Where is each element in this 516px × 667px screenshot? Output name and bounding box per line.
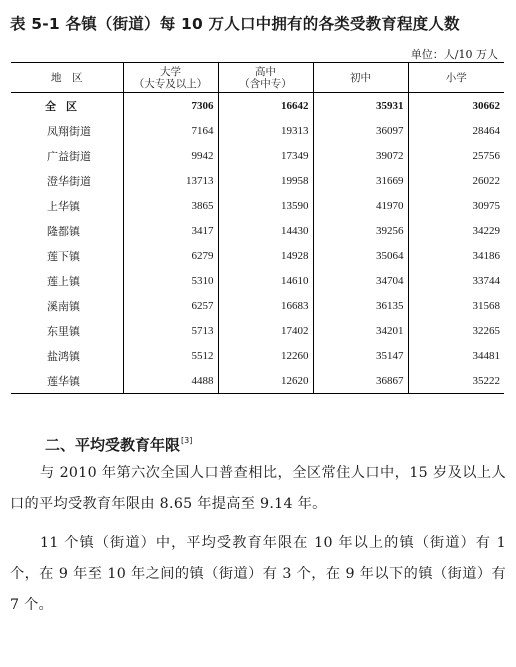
table-title: 表 5-1 各镇（街道）每 10 万人口中拥有的各类受教育程度人数 bbox=[10, 15, 460, 33]
row-value: 35147 bbox=[313, 343, 408, 368]
row-value: 12620 bbox=[218, 368, 313, 394]
header-label: 初中 bbox=[350, 71, 371, 84]
row-value: 14928 bbox=[218, 243, 313, 268]
row-value: 6279 bbox=[123, 243, 218, 268]
row-area: 广益街道 bbox=[47, 149, 91, 163]
table-row bbox=[11, 268, 504, 293]
row-value: 14430 bbox=[218, 218, 313, 243]
row-value: 31568 bbox=[408, 293, 504, 318]
row-value: 32265 bbox=[408, 318, 504, 343]
row-value: 5310 bbox=[123, 268, 218, 293]
header-label: 小学 bbox=[445, 71, 467, 84]
table-row bbox=[11, 118, 504, 143]
row-value: 7164 bbox=[123, 118, 218, 143]
row-value: 17349 bbox=[218, 143, 313, 168]
row-value: 25756 bbox=[408, 143, 504, 168]
header-label: 地 区 bbox=[51, 71, 83, 84]
row-value: 5512 bbox=[123, 343, 218, 368]
row-value: 34704 bbox=[313, 268, 408, 293]
footnote-ref: [3] bbox=[181, 436, 193, 445]
row-value: 36097 bbox=[313, 118, 408, 143]
header-label: 高中 bbox=[255, 65, 276, 78]
row-value: 35222 bbox=[408, 368, 504, 394]
row-area: 澄华街道 bbox=[47, 174, 91, 188]
section-title: 二、平均受教育年限 bbox=[45, 436, 181, 454]
row-area: 东里镇 bbox=[47, 324, 80, 338]
unit-label: 单位：人/10 万人 bbox=[410, 48, 498, 61]
table-body bbox=[11, 93, 504, 394]
row-value: 34201 bbox=[313, 318, 408, 343]
row-value: 34186 bbox=[408, 243, 504, 268]
row-value: 5713 bbox=[123, 318, 218, 343]
table-header-row bbox=[11, 63, 504, 93]
row-value: 34229 bbox=[408, 218, 504, 243]
row-value: 19958 bbox=[218, 168, 313, 193]
row-area: 溪南镇 bbox=[47, 299, 80, 313]
row-value: 4488 bbox=[123, 368, 218, 394]
row-value: 36135 bbox=[313, 293, 408, 318]
row-area: 莲上镇 bbox=[47, 274, 80, 288]
header-junior-high bbox=[313, 63, 408, 93]
row-area: 盐鸿镇 bbox=[47, 349, 80, 363]
header-area bbox=[11, 63, 123, 93]
header-university bbox=[123, 63, 218, 93]
row-value: 30662 bbox=[408, 93, 504, 119]
row-value: 19313 bbox=[218, 118, 313, 143]
row-value: 28464 bbox=[408, 118, 504, 143]
row-value: 39072 bbox=[313, 143, 408, 168]
row-value: 13590 bbox=[218, 193, 313, 218]
row-value: 14610 bbox=[218, 268, 313, 293]
row-value: 30975 bbox=[408, 193, 504, 218]
table-row bbox=[11, 293, 504, 318]
header-primary bbox=[408, 63, 504, 93]
table-row bbox=[11, 143, 504, 168]
table-row bbox=[11, 243, 504, 268]
row-area: 莲华镇 bbox=[11, 368, 123, 394]
row-value: 3865 bbox=[123, 193, 218, 218]
row-area: 全区 bbox=[45, 99, 87, 113]
row-value: 41970 bbox=[313, 193, 408, 218]
row-value: 34481 bbox=[408, 343, 504, 368]
row-value: 26022 bbox=[408, 168, 504, 193]
row-area: 凤翔街道 bbox=[47, 124, 91, 138]
row-value: 6257 bbox=[123, 293, 218, 318]
table-row bbox=[11, 93, 504, 119]
table-row bbox=[11, 343, 504, 368]
table-row bbox=[11, 318, 504, 343]
row-value: 35064 bbox=[313, 243, 408, 268]
row-area: 隆都镇 bbox=[47, 224, 80, 238]
row-value: 35931 bbox=[313, 93, 408, 119]
row-value: 16683 bbox=[218, 293, 313, 318]
row-value: 7306 bbox=[123, 93, 218, 119]
education-table bbox=[11, 62, 504, 394]
row-value: 16642 bbox=[218, 93, 313, 119]
row-area: 莲下镇 bbox=[47, 249, 80, 263]
paragraph-2: 11 个镇（街道）中，平均受教育年限在 10 年以上的镇（街道）有 1 个，在 9 年至 10 年之间的镇（街道）有 3 个，在 9 年以下的镇（街道）有 7 个。 bbox=[10, 535, 506, 613]
header-sublabel: （大专及以上） bbox=[133, 77, 208, 90]
section-heading bbox=[45, 434, 192, 455]
row-value: 13713 bbox=[123, 168, 218, 193]
header-label: 大学 bbox=[160, 65, 181, 78]
row-value: 39256 bbox=[313, 218, 408, 243]
row-value: 36867 bbox=[313, 368, 408, 394]
table-row bbox=[11, 168, 504, 193]
row-area: 上华镇 bbox=[47, 199, 80, 213]
row-value: 3417 bbox=[123, 218, 218, 243]
row-value: 31669 bbox=[313, 168, 408, 193]
row-value: 17402 bbox=[218, 318, 313, 343]
header-sublabel: （含中专） bbox=[239, 77, 292, 90]
paragraph-1: 与 2010 年第六次全国人口普查相比，全区常住人口中，15 岁及以上人口的平均受教育年限由 8.65 年提高至 9.14 年。 bbox=[10, 465, 506, 512]
row-value: 9942 bbox=[123, 143, 218, 168]
table-row bbox=[11, 218, 504, 243]
table-row bbox=[11, 368, 504, 394]
row-value: 12260 bbox=[218, 343, 313, 368]
header-high-school bbox=[218, 63, 313, 93]
row-value: 33744 bbox=[408, 268, 504, 293]
table-row bbox=[11, 193, 504, 218]
